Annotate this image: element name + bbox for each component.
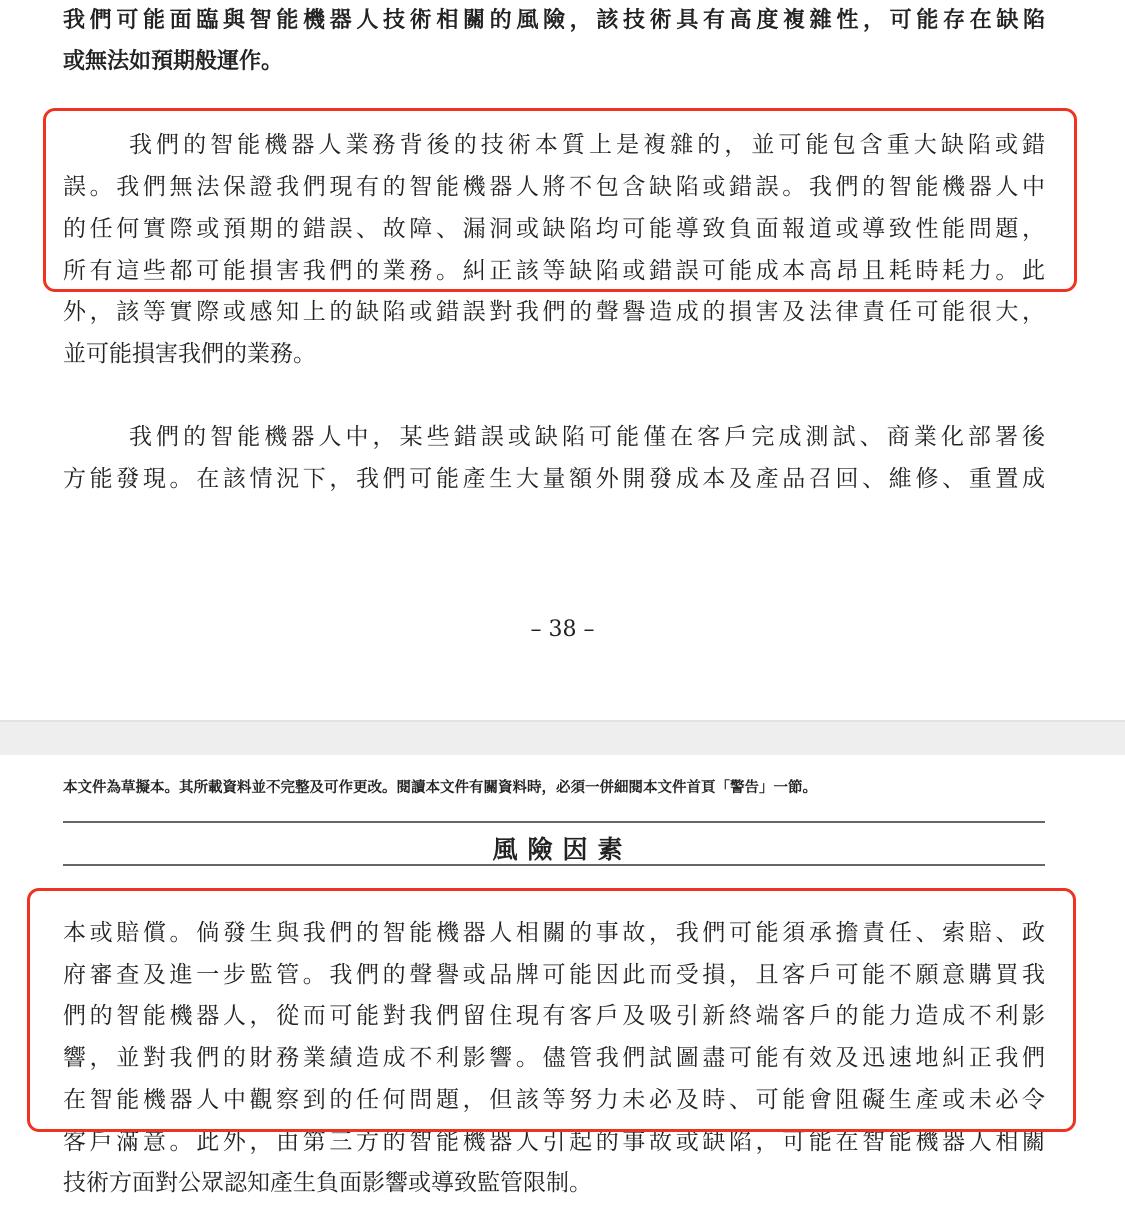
paragraph-line: 外，該等實際或感知上的缺陷或錯誤對我們的聲譽造成的損害及法律責任可能很大， [63, 299, 1045, 325]
paragraph-line: 我們的智能機器人中，某些錯誤或缺陷可能僅在客戶完成測試、商業化部署後 [129, 424, 1045, 450]
risk-heading-line: 或無法如預期般運作。 [63, 49, 284, 74]
page-number: – 38 – [530, 617, 595, 642]
paragraph-line: 所有這些都可能損害我們的業務。糾正該等缺陷或錯誤可能成本高昂且耗時耗力。此 [63, 258, 1045, 284]
paragraph-line: 在智能機器人中觀察到的任何問題，但該等努力未必及時、可能會阻礙生產或未必令 [63, 1087, 1045, 1113]
paragraph-line: 客戶滿意。此外，由第三方的智能機器人引起的事故或缺陷，可能在智能機器人相關 [63, 1129, 1045, 1155]
page-separator [0, 720, 1125, 755]
paragraph-line: 的任何實際或預期的錯誤、故障、漏洞或缺陷均可能導致負面報道或導致性能問題， [63, 216, 1045, 242]
header-rule-bottom [63, 864, 1045, 866]
paragraph-line: 方能發現。在該情況下，我們可能產生大量額外開發成本及產品召回、維修、重置成 [63, 466, 1045, 492]
paragraph-line: 本或賠償。倘發生與我們的智能機器人相關的事故，我們可能須承擔責任、索賠、政 [63, 920, 1045, 946]
header-rule-top [63, 821, 1045, 823]
risk-heading-line: 我們可能面臨與智能機器人技術相關的風險，該技術具有高度複雜性，可能存在缺陷 [63, 8, 1045, 33]
paragraph-line: 響，並對我們的財務業績造成不利影響。儘管我們試圖盡可能有效及迅速地糾正我們 [63, 1045, 1045, 1071]
paragraph-line: 們的智能機器人，從而可能對我們留住現有客戶及吸引新終端客戶的能力造成不利影 [63, 1003, 1045, 1029]
draft-notice: 本文件為草擬本。其所載資料並不完整及可作更改。閱讀本文件有關資料時，必須一併細閱本文件首頁「警告」一節。 [63, 780, 817, 796]
paragraph-line: 府審查及進一步監管。我們的聲譽或品牌可能因此而受損，且客戶可能不願意購買我 [63, 962, 1045, 988]
paragraph-line: 誤。我們無法保證我們現有的智能機器人將不包含缺陷或錯誤。我們的智能機器人中 [63, 174, 1045, 200]
paragraph-line: 我們的智能機器人業務背後的技術本質上是複雜的，並可能包含重大缺陷或錯 [129, 132, 1045, 158]
paragraph-line: 並可能損害我們的業務。 [63, 341, 316, 367]
section-title: 風險因素 [492, 835, 633, 864]
paragraph-line: 技術方面對公眾認知產生負面影響或導致監管限制。 [63, 1170, 592, 1196]
